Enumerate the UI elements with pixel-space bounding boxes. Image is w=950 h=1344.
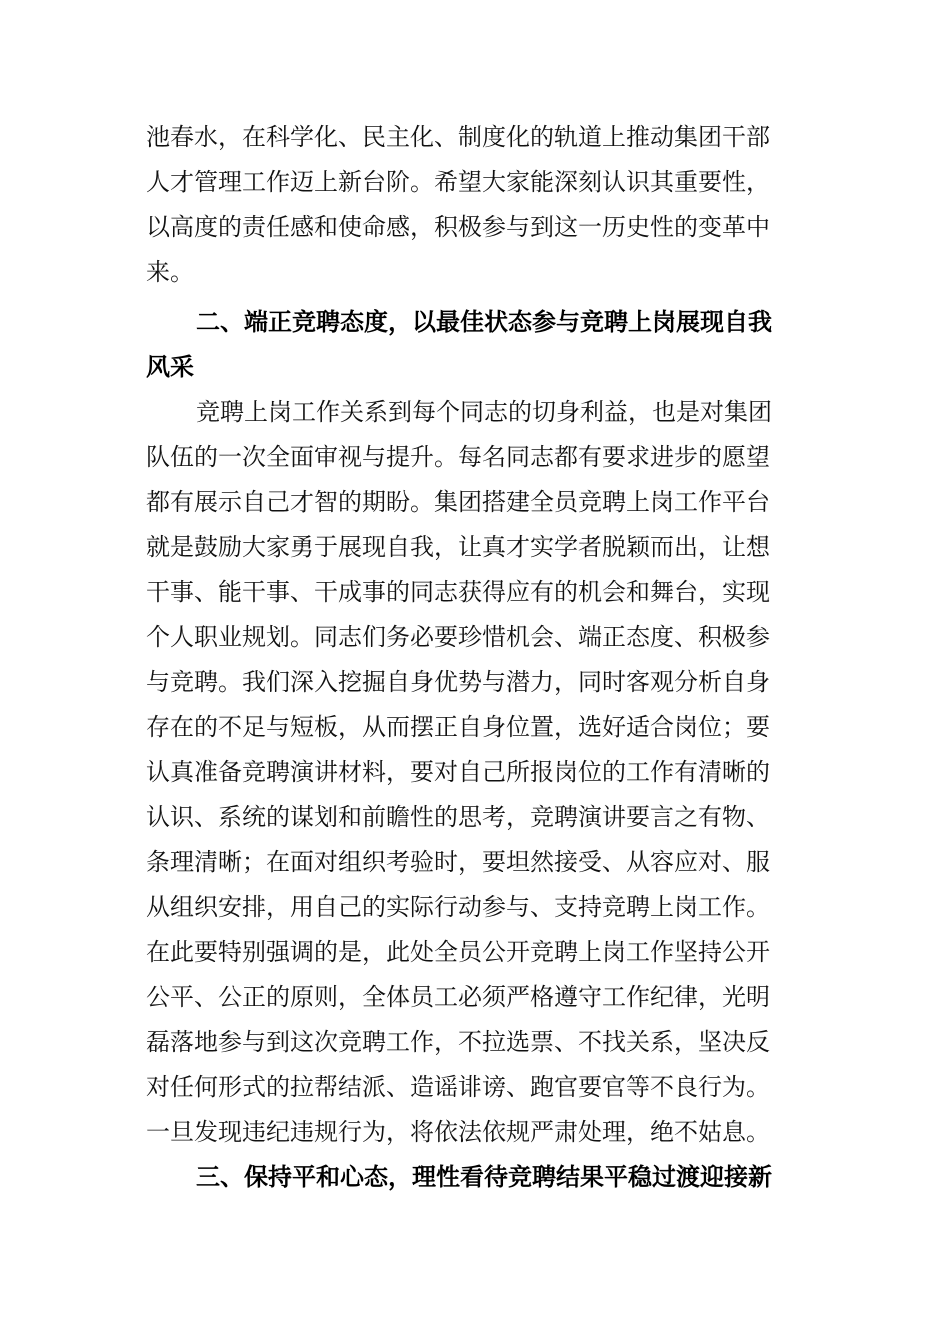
line-text: 从组织安排，用自己的实际行动参与、支持竞聘上岗工作。: [146, 893, 770, 921]
line-text: 认识、系统的谋划和前瞻性的思考，竞聘演讲要言之有物、: [146, 803, 770, 831]
line-text: 个人职业规划。同志们务必要珍惜机会、端正态度、积极参: [146, 623, 770, 651]
line-text: 认真准备竞聘演讲材料，要对自己所报岗位的工作有清晰的: [146, 758, 770, 786]
line-text: 对任何形式的拉帮结派、造谣诽谤、跑官要官等不良行为。: [146, 1073, 770, 1101]
heading-text: 二、端正竞聘态度，以最佳状态参与竞聘上岗展现自我: [196, 308, 772, 336]
line-text: 与竞聘。我们深入挖掘自身优势与潜力，同时客观分析自身: [146, 668, 770, 696]
line-text: 都有展示自己才智的期盼。集团搭建全员竞聘上岗工作平台: [146, 488, 770, 516]
line-text: 磊落地参与到这次竞聘工作，不拉选票、不找关系，坚决反: [146, 1028, 770, 1056]
line-text: 竞聘上岗工作关系到每个同志的切身利益，也是对集团: [196, 398, 772, 426]
line-text: 干事、能干事、干成事的同志获得应有的机会和舞台，实现: [146, 578, 770, 606]
line-text: 存在的不足与短板，从而摆正自身位置，选好适合岗位；要: [146, 713, 770, 741]
line-text: 公平、公正的原则，全体员工必须严格遵守工作纪律，光明: [146, 983, 770, 1011]
line-text: 在此要特别强调的是，此处全员公开竞聘上岗工作坚持公开: [146, 938, 770, 966]
heading-text: 三、保持平和心态，理性看待竞聘结果平稳过渡迎接新: [196, 1163, 772, 1191]
line-text: 就是鼓励大家勇于展现自我，让真才实学者脱颖而出，让想: [146, 533, 770, 561]
line-text: 一旦发现违纪违规行为，将依法依规严肃处理，绝不姑息。: [146, 1118, 770, 1146]
line-text: 来。: [146, 258, 194, 286]
line-text: 队伍的一次全面审视与提升。每名同志都有要求进步的愿望: [146, 443, 770, 471]
line-text: 池春水，在科学化、民主化、制度化的轨道上推动集团干部: [146, 123, 770, 151]
heading-text: 风采: [146, 353, 194, 381]
line-text: 条理清晰；在面对组织考验时，要坦然接受、从容应对、服: [146, 848, 770, 876]
line-text: 以高度的责任感和使命感，积极参与到这一历史性的变革中: [146, 213, 770, 241]
line-text: 人才管理工作迈上新台阶。希望大家能深刻认识其重要性，: [146, 168, 770, 196]
